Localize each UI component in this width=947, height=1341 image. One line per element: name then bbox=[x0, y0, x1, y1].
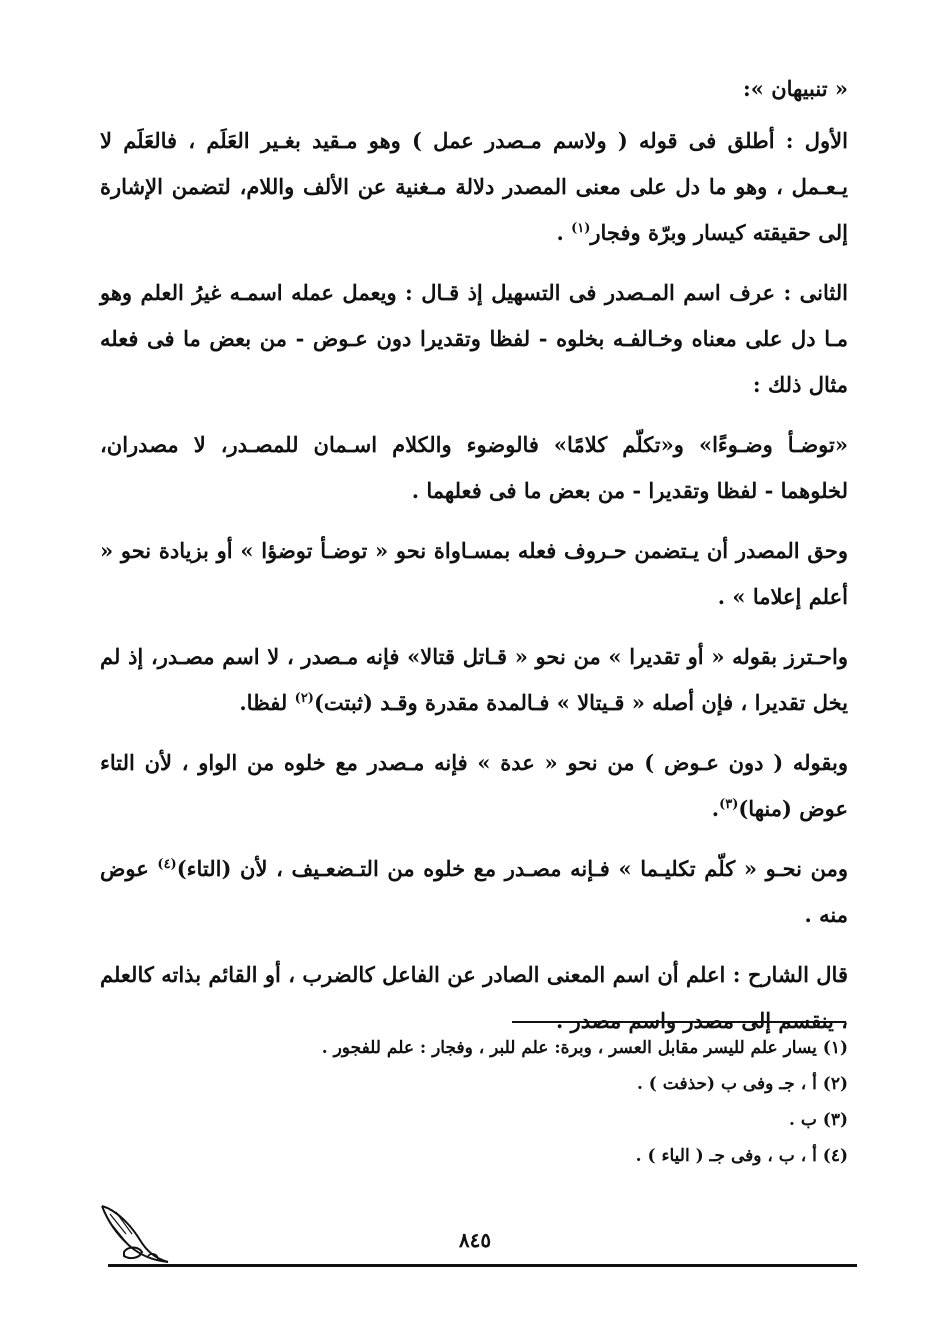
note-ref-4: (٤) bbox=[157, 857, 177, 872]
paragraph-6-end: . bbox=[711, 796, 720, 821]
footnotes bbox=[100, 1030, 848, 1174]
footnote-1: (١) يسار علم لليسر مقابل العسر ، وبرة: علم للبر ، وفجار : علم للفجور . bbox=[321, 1038, 848, 1058]
footnote-3: (٣) ب . bbox=[789, 1110, 848, 1130]
paragraph-4: وحق المصدر أن يـتضمن حـروف فعله بمسـاواة نحو « توضـأ توضؤا » أو بزيادة نحو « أعلم إعلاما » . bbox=[100, 538, 848, 609]
footnote-2: (٢) أ ، جـ وفى ب (حذفت ) . bbox=[636, 1074, 848, 1094]
paragraph-8: قال الشارح : اعلم أن اسم المعنى الصادر عن الفاعل كالضرب ، أو القائم بذاته كالعلم ، ينقسم إلى مصدر واسم مصدر . bbox=[100, 962, 848, 1033]
paragraph-3: «توضـأ وضـوءًا» و«تكلّم كلامًا» فالوضوء والكلام اسـمان للمصـدر، لا مصدران، لخلوهما - لفظا وتقديرا - من بعض ما فى فعلهما . bbox=[100, 432, 848, 503]
paragraph-5-text: واحـترز بقوله « أو تقديرا » من نحو « قـاتل قتالا» فإنه مـصدر ، لا اسم مصـدر، إذ لم يخل تقديرا ، فإن أصله « قـيتالا » فـالمدة مقدرة وقـد (ثبتت) bbox=[100, 644, 848, 715]
paragraph-5 bbox=[100, 634, 848, 726]
paragraph-7 bbox=[100, 846, 848, 938]
footnote-divider bbox=[512, 1021, 846, 1023]
main-text bbox=[100, 66, 848, 1058]
paragraph-6-text: وبقوله ( دون عـوض ) من نحو « عدة » فإنه مـصدر مع خلوه من الواو ، لأن التاء عوض (منها) bbox=[100, 750, 848, 821]
paragraph-7-text: ومن نحـو « كلّم تكليـما » فـإنه مصـدر مع خلوه من التـضعـيف ، لأن (التاء) bbox=[176, 856, 848, 881]
quill-icon bbox=[96, 1200, 176, 1270]
bottom-rule bbox=[108, 1264, 857, 1267]
paragraph-7-end: عوض منه . bbox=[100, 856, 848, 927]
paragraph-6 bbox=[100, 740, 848, 832]
note-ref-1: (١) bbox=[571, 221, 591, 236]
page-number: ٨٤٥ bbox=[458, 1228, 492, 1252]
paragraph-1 bbox=[100, 118, 848, 256]
paragraph-1-end: . bbox=[556, 220, 572, 245]
note-ref-2: (٢) bbox=[294, 691, 314, 706]
note-ref-3: (٣) bbox=[719, 797, 739, 812]
footnote-4: (٤) أ ، ب ، وفى جـ ( الياء ) . bbox=[635, 1146, 848, 1166]
paragraph-2: الثانى : عرف اسم المـصدر فى التسهيل إذ قـال : ويعمل عمله اسمـه غيرُ العلم وهو مـا دل على معناه وخـالفـه بخلوه - لفظا وتقديرا دون عـوض - من بعض ما فى فعله مثال ذلك : bbox=[100, 280, 848, 397]
paragraph-1-text: الأول : أطلق فى قوله ( ولاسم مـصدر عمل ) وهو مـقيد بغـير العَلَم ، فالعَلَم لا يـعـمل ، وهو ما دل على معنى المصدر دلالة مـغنية عن الألف واللام، لتضمن الإشارة إلى حقيقته كيسار وبرّة وفجار bbox=[100, 128, 848, 245]
paragraph-5-end: لفظا. bbox=[239, 690, 295, 715]
section-heading: « تنبيهان »: bbox=[743, 76, 848, 101]
